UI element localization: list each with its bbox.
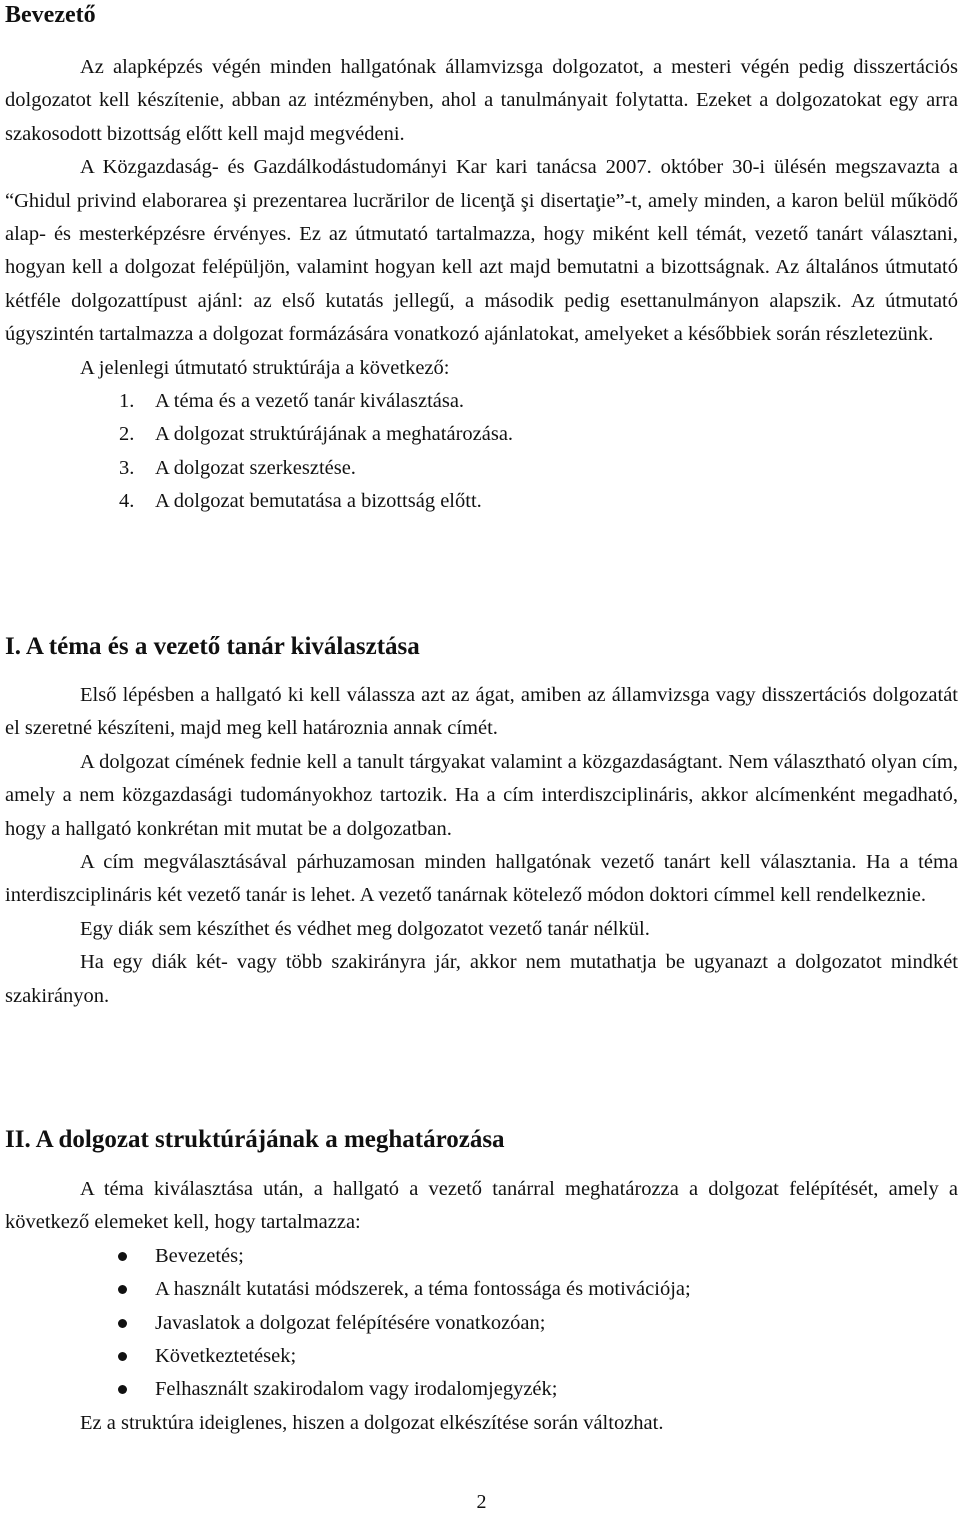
bullet-text: Következtetések; — [155, 1344, 297, 1367]
list-number: 4. — [119, 490, 135, 513]
bullet-item — [5, 1240, 958, 1273]
bullet-item — [5, 1307, 958, 1340]
bullet-item — [5, 1373, 958, 1406]
list-text: A dolgozat struktúrájának a meghatározása. — [155, 423, 514, 446]
section-2 — [5, 1125, 958, 1155]
list-number: 3. — [119, 456, 135, 479]
bullet-text: A használt kutatási módszerek, a téma fontossága és motivációja; — [155, 1278, 691, 1301]
list-number: 2. — [119, 423, 135, 446]
list-text: A dolgozat bemutatása a bizottság előtt. — [155, 490, 482, 513]
bullet-item — [5, 1273, 958, 1306]
list-text: A téma és a vezető tanár kiválasztása. — [155, 390, 465, 413]
section-1-paragraph-2: A dolgozat címének fednie kell a tanult tárgyakat valamint a közgazdaságtant. Nem választható olyan cím, amely a nem közgazdasági tudományokhoz tartozik. Ha a cím interdiszciplináris, akkor alcímenként megadható, hogy a hallgató konkrétan mit mutat be a dolgozatban. — [5, 750, 958, 840]
bullet-icon — [118, 1352, 127, 1361]
list-number: 1. — [119, 390, 135, 413]
intro-section — [5, 51, 958, 519]
section-2-closing: Ez a struktúra ideiglenes, hiszen a dolgozat elkészítése során változhat. — [80, 1411, 664, 1434]
bullet-text: Felhasznált szakirodalom vagy irodalomjegyzék; — [155, 1378, 558, 1401]
structure-bullets — [5, 1240, 958, 1407]
section-1-paragraph-5: Ha egy diák két- vagy több szakirányra jár, akkor nem mutathatja be ugyanazt a dolgozatot mindkét szakirányon. — [5, 951, 958, 1007]
intro-paragraph-3: A jelenlegi útmutató struktúrája a következő: — [80, 356, 450, 379]
bullet-icon — [118, 1285, 127, 1294]
list-text: A dolgozat szerkesztése. — [155, 456, 356, 479]
section-2-heading: II. A dolgozat struktúrájának a meghatározása — [5, 1126, 505, 1153]
page-number: 2 — [476, 1491, 487, 1513]
section-1-heading: I. A téma és a vezető tanár kiválasztása — [5, 633, 420, 660]
bullet-icon — [118, 1252, 127, 1261]
section-2-body — [5, 1173, 958, 1440]
bullet-item — [5, 1340, 958, 1373]
section-1-paragraph-3: A cím megválasztásával párhuzamosan minden hallgatónak vezető tanárt kell választania. Ha a téma interdiszciplináris két vezető tanár is lehet. A vezető tanárnak kötelező módon doktori címmel kell rendelkeznie. — [5, 851, 958, 907]
structure-list-item — [5, 485, 958, 518]
bullet-icon — [118, 1385, 127, 1394]
section-1-paragraph-1: Első lépésben a hallgató ki kell válassza azt az ágat, amiben az államvizsga vagy disszertációs dolgozatát el szeretné készíteni, majd meg kell határoznia annak címét. — [5, 684, 958, 740]
intro-heading: Bevezető — [5, 2, 96, 28]
section-1-body — [5, 679, 958, 1013]
bullet-text: Javaslatok a dolgozat felépítésére vonatkozóan; — [155, 1311, 546, 1334]
intro-paragraph-1: Az alapképzés végén minden hallgatónak államvizsga dolgozatot, a mesteri végén pedig disszertációs dolgozatot kell készítenie, abban az intézményben, ahol a tanulmányait folytatta. Ezeket a dolgozatokat egy arra szakosodott bizottság előtt kell majd megvédeni. — [5, 56, 958, 145]
section-1 — [5, 632, 958, 662]
section-2-paragraph-1: A téma kiválasztása után, a hallgató a vezető tanárral meghatározza a dolgozat felépítését, amely a következő elemeket kell, hogy tartalmazza: — [5, 1178, 958, 1234]
structure-list-item — [5, 418, 958, 451]
structure-list — [5, 385, 958, 519]
bullet-icon — [118, 1319, 127, 1328]
intro-paragraph-2: A Közgazdaság- és Gazdálkodástudományi Kar kari tanácsa 2007. október 30-i ülésén megszavazta a “Ghidul privind elaborarea şi prezentarea lucrărilor de licenţă şi disertaţie”-t, amely minden, a karon belül működő alap- és mesterképzésre érvényes. Ez az útmutató tartalmazza, hogy miként kell témát, vezető tanárt választani, hogyan kell a dolgozat felépüljön, valamint hogyan kell azt majd bemutatni a bizottságnak. Az általános útmutató kétféle dolgozattípust ajánl: az első kutatás jellegű, a második pedig esettanulmányon alapszik. Az útmutató úgyszintén tartalmazza a dolgozat formázására vonatkozó ajánlatokat, amelyeket a későbbiek során részletezünk. — [5, 156, 958, 346]
section-1-paragraph-4: Egy diák sem készíthet és védhet meg dolgozatot vezető tanár nélkül. — [80, 917, 650, 940]
structure-list-item — [5, 385, 958, 418]
bullet-text: Bevezetés; — [155, 1244, 244, 1267]
structure-list-item — [5, 452, 958, 485]
